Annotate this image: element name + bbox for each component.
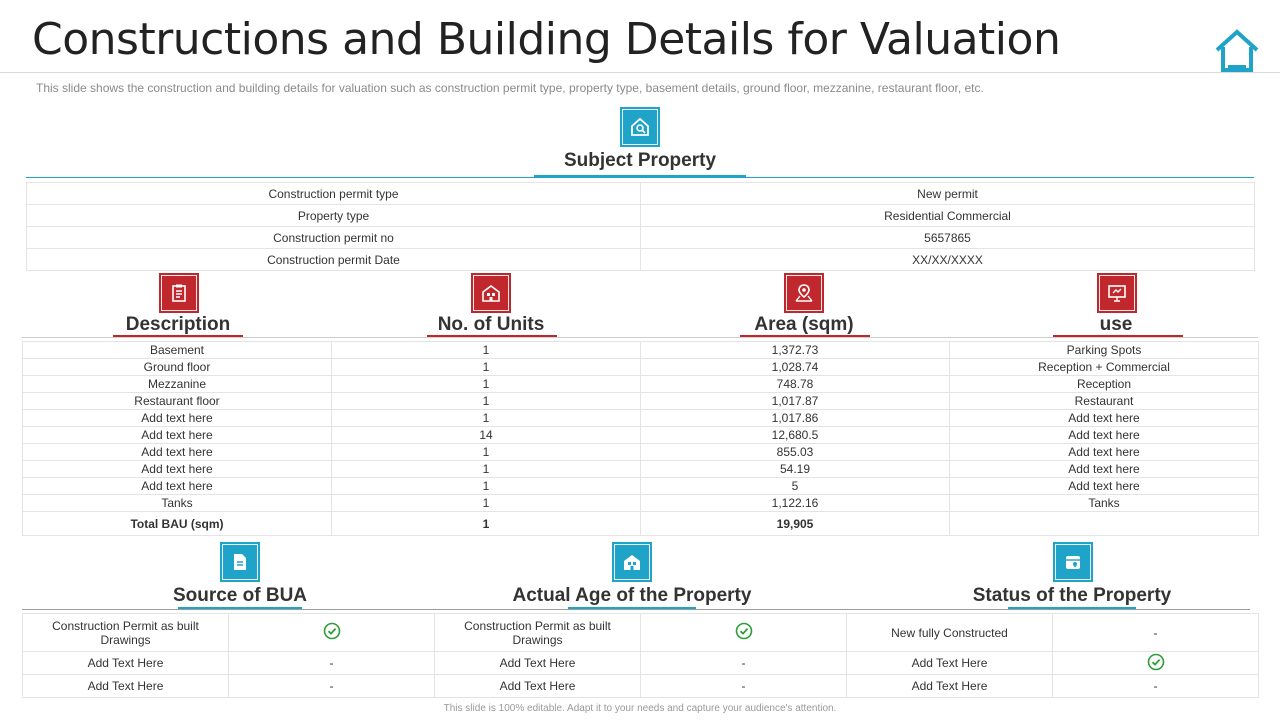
table-row (23, 427, 1259, 444)
table-cell: 748.78 (641, 376, 950, 393)
table-cell: Add text here (23, 478, 332, 495)
table-cell: 1,372.73 (641, 342, 950, 359)
table-cell: 1,017.86 (641, 410, 950, 427)
table-cell: Construction permit type (27, 183, 641, 205)
map-location-icon (1053, 542, 1093, 582)
area-heading: Area (sqm) (754, 314, 854, 335)
clipboard-icon (159, 273, 199, 313)
table-row (27, 249, 1255, 271)
table-cell: Reception + Commercial (950, 359, 1259, 376)
table-row (27, 205, 1255, 227)
property-status-table (22, 613, 1259, 698)
table-cell: Add text here (23, 461, 332, 478)
table-row (27, 227, 1255, 249)
table-cell: Add Text Here (435, 652, 641, 675)
table-cell: 855.03 (641, 444, 950, 461)
table-cell: 19,905 (641, 512, 950, 536)
table-row (23, 652, 1259, 675)
bottom-rule (22, 609, 1250, 610)
table-cell: Add Text Here (23, 675, 229, 698)
table-cell: - (641, 675, 847, 698)
table-cell: 1 (332, 444, 641, 461)
table-cell: Add text here (950, 427, 1259, 444)
table-cell: 54.19 (641, 461, 950, 478)
table-cell: - (641, 652, 847, 675)
table-cell: - (1053, 675, 1259, 698)
table-cell: Add Text Here (847, 652, 1053, 675)
table-row (23, 478, 1259, 495)
table-row (23, 359, 1259, 376)
presentation-icon (1097, 273, 1137, 313)
table-cell: Construction permit no (27, 227, 641, 249)
table-cell: 1 (332, 495, 641, 512)
source-of-bua-heading: Source of BUA (172, 585, 308, 606)
table-cell: Parking Spots (950, 342, 1259, 359)
slide-description: This slide shows the construction and building details for valuation such as construction permit type, property type, basement details, ground floor, mezzanine, restaurant floor, etc. (36, 81, 984, 95)
table-cell: 1 (332, 478, 641, 495)
table-cell: Basement (23, 342, 332, 359)
table-row (23, 614, 1259, 652)
title-divider (0, 72, 1280, 73)
subject-property-table (26, 182, 1255, 271)
map-pin-area-icon (784, 273, 824, 313)
table-cell: Restaurant (950, 393, 1259, 410)
table-cell: 1 (332, 376, 641, 393)
table-cell: Add text here (23, 427, 332, 444)
check-circle-icon (1053, 652, 1259, 675)
table-cell: Construction Permit as built Drawings (23, 614, 229, 652)
table-cell: Add Text Here (435, 675, 641, 698)
no-of-units-heading: No. of Units (437, 314, 545, 335)
table-cell: Add text here (23, 444, 332, 461)
table-cell: Construction permit Date (27, 249, 641, 271)
check-circle-icon (641, 614, 847, 652)
table-cell: 1,122.16 (641, 495, 950, 512)
table-cell: 5657865 (641, 227, 1255, 249)
document-icon (220, 542, 260, 582)
table-cell: 1,017.87 (641, 393, 950, 410)
total-row (23, 512, 1259, 536)
subject-rule (26, 177, 1254, 178)
table-cell: 12,680.5 (641, 427, 950, 444)
house-search-icon (620, 107, 660, 147)
table-cell: Tanks (23, 495, 332, 512)
table-cell: Add Text Here (23, 652, 229, 675)
table-cell: 1 (332, 512, 641, 536)
description-heading: Description (125, 314, 231, 335)
table-cell: Add text here (950, 478, 1259, 495)
table-cell: 1 (332, 342, 641, 359)
table-cell: 5 (641, 478, 950, 495)
subject-property-heading: Subject Property (563, 150, 717, 171)
table-cell: Residential Commercial (641, 205, 1255, 227)
table-cell (950, 512, 1259, 536)
footer-note: This slide is 100% editable. Adapt it to your needs and capture your audience's attention. (443, 703, 837, 714)
table-cell: Property type (27, 205, 641, 227)
table-cell: New permit (641, 183, 1255, 205)
table-row (23, 342, 1259, 359)
check-circle-icon (229, 614, 435, 652)
actual-age-heading: Actual Age of the Property (512, 585, 752, 606)
table-cell: Tanks (950, 495, 1259, 512)
table-cell: Reception (950, 376, 1259, 393)
table-row (23, 461, 1259, 478)
table-row (23, 495, 1259, 512)
table-row (27, 183, 1255, 205)
table-cell: 1,028.74 (641, 359, 950, 376)
table-cell: Add text here (950, 410, 1259, 427)
table-cell: 1 (332, 410, 641, 427)
table-cell: Ground floor (23, 359, 332, 376)
table-row (23, 393, 1259, 410)
table-cell: - (1053, 614, 1259, 652)
table-cell: 14 (332, 427, 641, 444)
building-rule (22, 337, 1258, 338)
table-row (23, 675, 1259, 698)
table-cell: 1 (332, 359, 641, 376)
building-icon (471, 273, 511, 313)
table-cell: Restaurant floor (23, 393, 332, 410)
table-cell: Total BAU (sqm) (23, 512, 332, 536)
table-row (23, 376, 1259, 393)
house-outline-icon (1214, 28, 1260, 74)
building-details-table (22, 341, 1259, 536)
table-cell: Construction Permit as built Drawings (435, 614, 641, 652)
table-cell: Add text here (23, 410, 332, 427)
table-row (23, 444, 1259, 461)
status-heading: Status of the Property (972, 585, 1172, 606)
table-cell: 1 (332, 461, 641, 478)
building-icon (612, 542, 652, 582)
table-cell: Add Text Here (847, 675, 1053, 698)
table-cell: - (229, 675, 435, 698)
table-cell: Add text here (950, 461, 1259, 478)
page-title: Constructions and Building Details for Valuation (32, 14, 1061, 65)
table-row (23, 410, 1259, 427)
table-cell: Mezzanine (23, 376, 332, 393)
use-heading: use (1099, 314, 1133, 335)
table-cell: New fully Constructed (847, 614, 1053, 652)
table-cell: - (229, 652, 435, 675)
table-cell: XX/XX/XXXX (641, 249, 1255, 271)
table-cell: Add text here (950, 444, 1259, 461)
table-cell: 1 (332, 393, 641, 410)
